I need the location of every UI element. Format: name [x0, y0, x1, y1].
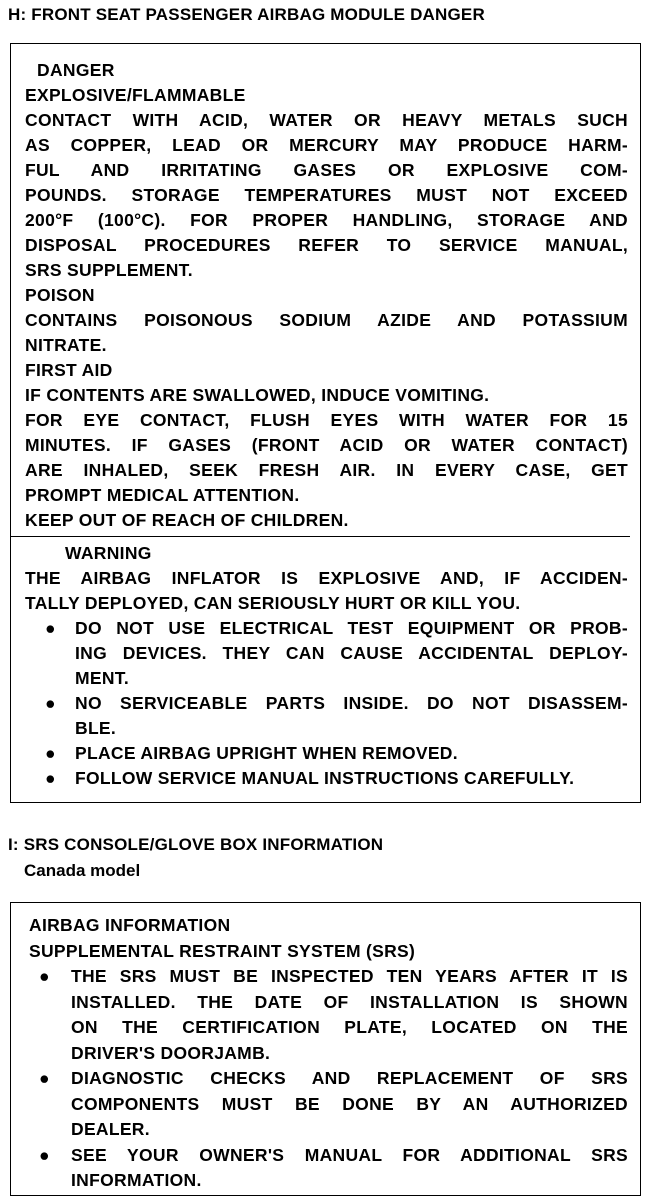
explosive-line: FUL AND IRRITATING GASES OR EXPLOSIVE COM- [25, 160, 628, 180]
poison-line: CONTAINS POISONOUS SODIUM AZIDE AND POTASSIUM [25, 310, 628, 330]
first-aid-line: PROMPT MEDICAL ATTENTION. [25, 485, 300, 505]
first-aid-title: FIRST AID [25, 360, 113, 380]
explosive-line: POUNDS. STORAGE TEMPERATURES MUST NOT EXCEED [25, 185, 628, 205]
warning-title: WARNING [65, 543, 152, 563]
info-bullet [29, 964, 628, 1066]
bullet-icon: ● [45, 693, 56, 713]
bullet-line: COMPONENTS MUST BE DONE BY AN AUTHORIZED [71, 1093, 628, 1114]
first-aid-line: IF CONTENTS ARE SWALLOWED, INDUCE VOMITING. [25, 385, 490, 405]
section-i-heading: I: SRS CONSOLE/GLOVE BOX INFORMATION [8, 835, 384, 854]
airbag-info-box [10, 902, 641, 1196]
bullet-line: ON THE CERTIFICATION PLATE, LOCATED ON THE [71, 1017, 628, 1037]
bullet-line: MENT. [75, 668, 129, 688]
bullet-icon: ● [45, 743, 56, 763]
explosive-title: EXPLOSIVE/FLAMMABLE [25, 85, 246, 105]
explosive-line: DISPOSAL PROCEDURES REFER TO SERVICE MANUAL, [25, 235, 628, 255]
bullet-line: INSTALLED. THE DATE OF INSTALLATION IS SHOWN [71, 991, 628, 1012]
bullet-line: DIAGNOSTIC CHECKS AND REPLACEMENT OF SRS [71, 1068, 628, 1088]
bullet-line: ING DEVICES. THEY CAN CAUSE ACCIDENTAL DEPLOY- [75, 643, 628, 663]
bullet-line: FOLLOW SERVICE MANUAL INSTRUCTIONS CAREFULLY. [75, 768, 575, 788]
bullet-icon: ● [45, 618, 56, 638]
bullet-line: INFORMATION. [71, 1170, 202, 1190]
explosive-line: CONTACT WITH ACID, WATER OR HEAVY METALS SUCH [25, 110, 628, 130]
bullet-line: NO SERVICEABLE PARTS INSIDE. DO NOT DISASSEM- [75, 693, 628, 713]
danger-label-content [25, 58, 628, 791]
bullet-icon: ● [39, 1068, 50, 1088]
warning-bullet [25, 691, 628, 741]
explosive-line: 200°F (100°C). FOR PROPER HANDLING, STORAGE AND [25, 210, 628, 230]
bullet-line: THE SRS MUST BE INSPECTED TEN YEARS AFTER IT IS [71, 966, 628, 986]
bullet-line: DRIVER'S DOORJAMB. [71, 1042, 271, 1063]
explosive-line: AS COPPER, LEAD OR MERCURY MAY PRODUCE HARM- [25, 135, 628, 155]
info-bullet [29, 1066, 628, 1143]
poison-line: NITRATE. [25, 335, 107, 355]
airbag-info-title: AIRBAG INFORMATION [29, 915, 231, 935]
danger-title: DANGER [37, 60, 115, 80]
warning-bullet [25, 616, 628, 691]
danger-label-box [10, 43, 641, 803]
explosive-line: SRS SUPPLEMENT. [25, 260, 193, 280]
bullet-line: SEE YOUR OWNER'S MANUAL FOR ADDITIONAL SRS [71, 1144, 628, 1165]
first-aid-line: FOR EYE CONTACT, FLUSH EYES WITH WATER FOR 15 [25, 410, 628, 430]
airbag-info-content [29, 913, 628, 1194]
section-h-heading: H: FRONT SEAT PASSENGER AIRBAG MODULE DANGER [8, 5, 485, 24]
bullet-icon: ● [39, 966, 50, 986]
section-i-subheading: Canada model [24, 861, 141, 880]
bullet-line: DEALER. [71, 1119, 150, 1139]
first-aid-line: MINUTES. IF GASES (FRONT ACID OR WATER CONTACT) [25, 435, 628, 455]
bullet-icon: ● [39, 1144, 50, 1165]
srs-title: SUPPLEMENTAL RESTRAINT SYSTEM (SRS) [29, 940, 416, 961]
bullet-line: BLE. [75, 718, 117, 738]
bullet-line: PLACE AIRBAG UPRIGHT WHEN REMOVED. [75, 743, 458, 763]
first-aid-line: KEEP OUT OF REACH OF CHILDREN. [25, 510, 349, 530]
info-bullet [29, 1143, 628, 1194]
warning-line: THE AIRBAG INFLATOR IS EXPLOSIVE AND, IF ACCIDEN- [25, 568, 628, 588]
bullet-line: DO NOT USE ELECTRICAL TEST EQUIPMENT OR PROB- [75, 618, 628, 638]
warning-bullet [25, 741, 628, 766]
poison-title: POISON [25, 285, 95, 305]
first-aid-line: ARE INHALED, SEEK FRESH AIR. IN EVERY CASE, GET [25, 460, 628, 480]
warning-line: TALLY DEPLOYED, CAN SERIOUSLY HURT OR KILL YOU. [25, 593, 521, 613]
warning-bullet [25, 766, 628, 791]
bullet-icon: ● [45, 768, 56, 788]
